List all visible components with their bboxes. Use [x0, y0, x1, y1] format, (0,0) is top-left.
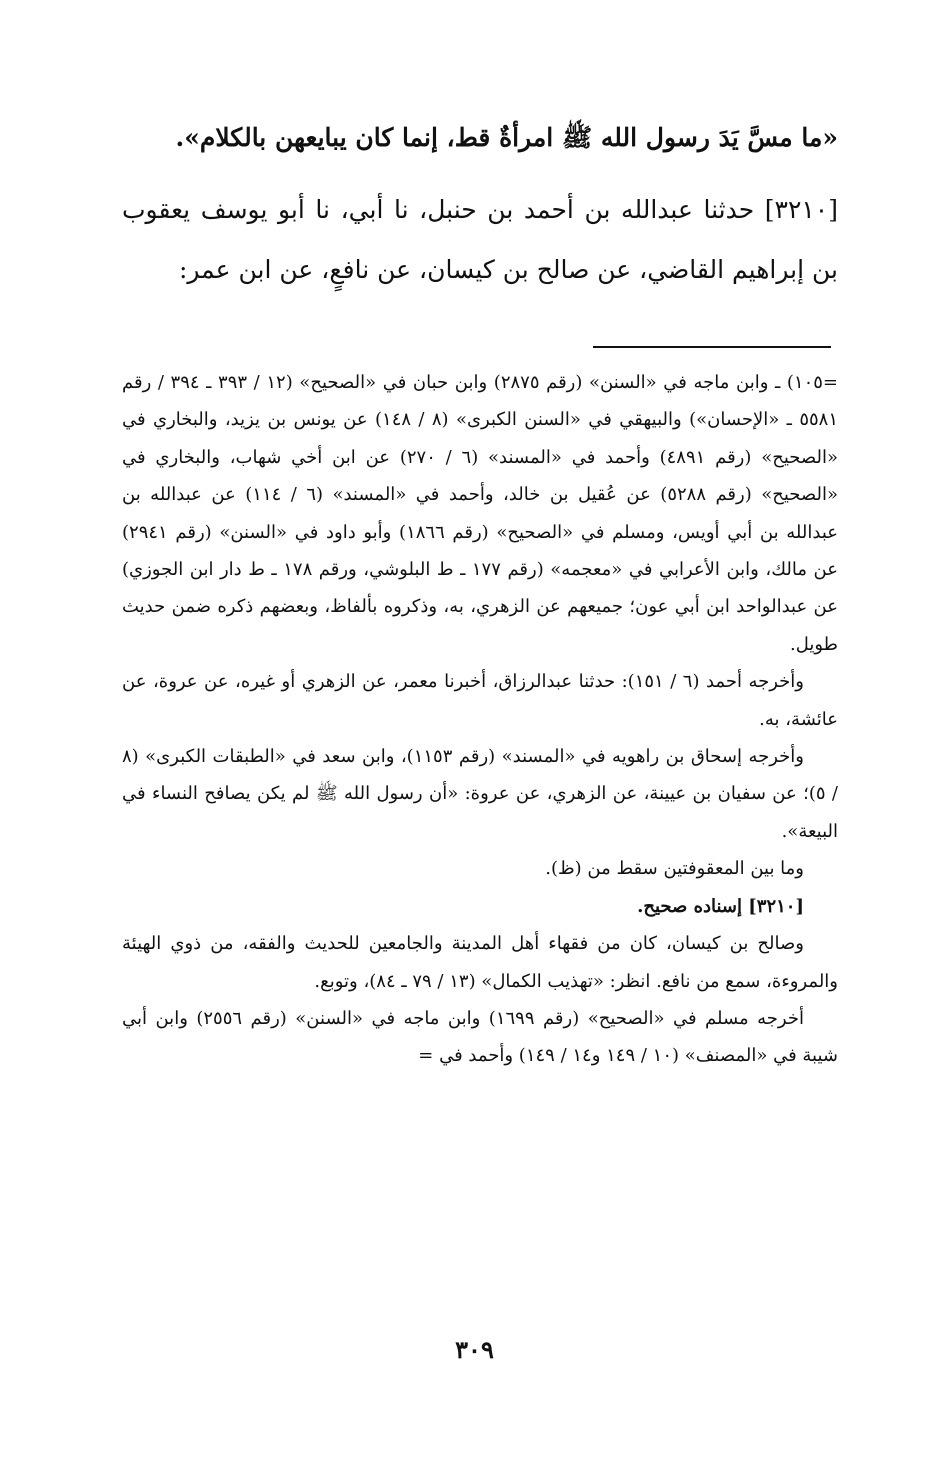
footnote-paragraph-continued: =١٠٥) ـ وابن ماجه في «السنن» (رقم ٢٨٧٥) وابن حبان في «الصحيح» (١٢ / ٣٩٣ ـ ٣٩٤ / رقم ٥٥٨١ ـ «الإحسان») والبيهقي في «السنن الكبرى» (٨ / ١٤٨) عن يونس بن يزيد، والبخاري في «الصحيح» (رقم ٤٨٩١) وأحمد في «المسند» (٦ / ٢٧٠) عن ابن أخي شهاب، والبخاري في «الصحيح» (رقم ٥٢٨٨) عن عُقيل بن خالد، وأحمد في «المسند» (٦ / ١١٤) عن عبدالله بن عبدالله بن أبي أويس، ومسلم في «الصحيح» (رقم ١٨٦٦) وأبو داود في «السنن» (رقم ٢٩٤١) عن مالك، وابن الأعرابي في «معجمه» (رقم ١٧٧ ـ ط البلوشي، ورقم ١٧٨ ـ ط دار ابن الجوزي) عن عبدالواحد ابن أبي عون؛ جميعهم عن الزهري، به، وذكروه بألفاظ، وبعضهم ذكره ضمن حديث طويل. [122, 372, 839, 655]
hadith-narration: [٣٢١٠] حدثنا عبدالله بن أحمد بن حنبل، نا أبي، نا أبو يوسف يعقوب بن إبراهيم القاضي، عن صالح بن كيسان، عن نافعٍ، عن ابن عمر: [122, 195, 838, 284]
footnote-paragraph-ahmad: وأخرجه أحمد (٦ / ١٥١): حدثنا عبدالرزاق، أخبرنا معمر، عن الزهري أو غيره، عن عروة، عن عائشة، به. [122, 671, 838, 730]
footnote-paragraph-ishaq: وأخرجه إسحاق بن راهويه في «المسند» (رقم ١١٥٣)، وابن سعد في «الطبقات الكبرى» (٨ / ٥)؛ عن سفيان بن عيينة، عن الزهري، عن عروة: «أن رسول الله ﷺ لم يكن يصافح النساء في البيعة». [122, 746, 838, 842]
footnote-isnad-label: [٣٢١٠] إسناده صحيح. [637, 895, 804, 917]
page-number: ٣٠٩ [455, 1335, 494, 1364]
hadith-text: «ما مسَّ يَدَ رسول الله ﷺ امرأةٌ قط، إنما كان يبايعهن بالكلام». [175, 123, 838, 152]
footnote-paragraph-salih: وصالح بن كيسان، كان من فقهاء أهل المدينة والجامعين للحديث والفقه، من ذوي الهيئة والمروءة، سمع من نافع. انظر: «تهذيب الكمال» (١٣ / ٧٩ ـ ٨٤)، وتوبع. [122, 933, 838, 992]
footnotes-section [122, 364, 838, 1075]
footnote-paragraph-missing-note: وما بين المعقوفتين سقط من (ظ). [545, 858, 804, 880]
footnote-paragraph-muslim: أخرجه مسلم في «الصحيح» (رقم ١٦٩٩) وابن ماجه في «السنن» (رقم ٢٥٥٦) وابن أبي شيبة في «المصنف» (١٠ / ١٤٩ و١٤ / ١٤٩) وأحمد في = [122, 1007, 838, 1067]
footnote-divider [593, 346, 831, 348]
